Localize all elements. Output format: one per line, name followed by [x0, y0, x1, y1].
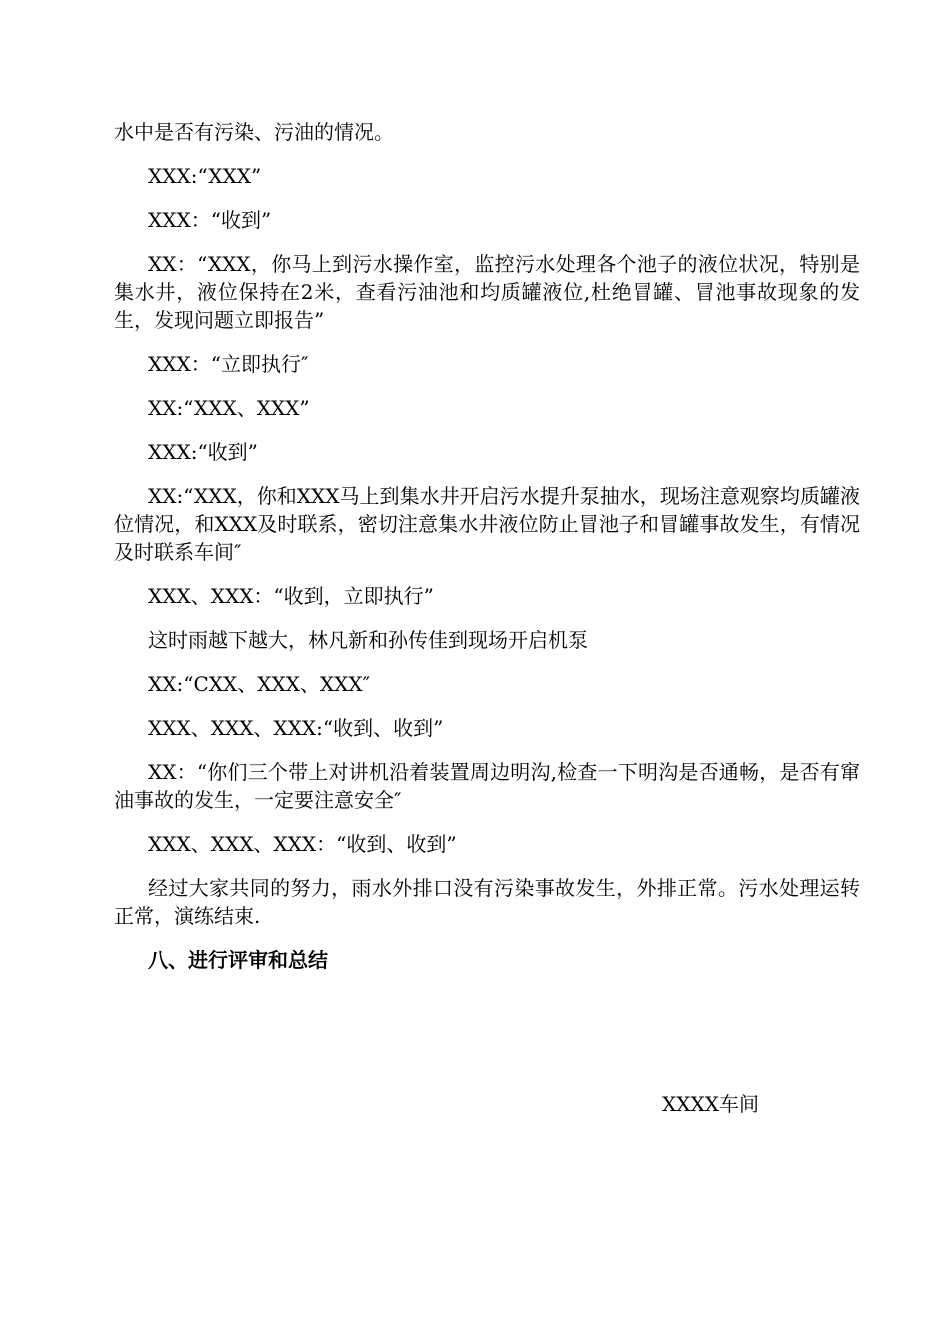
paragraph-6: XX:“XXX、XXX” [148, 396, 310, 420]
paragraph-4: XX：“XXX，你马上到污水操作室，监控污水处理各个池子的液位状况，特别是集水井，液位保持在2米，查看污油池和均质罐液位,杜绝冒罐、冒池事故现象的发生，发现问题立即报告” [114, 252, 860, 332]
paragraph-8: XX:“XXX，你和XXX马上到集水井开启污水提升泵抽水，现场注意观察均质罐液位情况，和XXX及时联系，密切注意集水井液位防止冒池子和冒罐事故发生，有情况及时联系车间″ [114, 484, 860, 564]
paragraph-5: XXX：“立即执行″ [148, 352, 309, 376]
paragraph-14: XXX、XXX、XXX：“收到、收到” [148, 832, 457, 856]
paragraph-13: XX：“你们三个带上对讲机沿着装置周边明沟,检查一下明沟是否通畅，是否有窜油事故的发生，一定要注意安全″ [114, 760, 860, 812]
signature: XXXX车间 [662, 1092, 759, 1116]
paragraph-12: XXX、XXX、XXX:“收到、收到” [148, 716, 444, 740]
paragraph-11: XX:“CXX、XXX、XXX″ [148, 672, 371, 696]
paragraph-9: XXX、XXX：“收到，立即执行” [148, 584, 434, 608]
section-heading: 八、进行评审和总结 [148, 948, 328, 972]
paragraph-10: 这时雨越下越大，林凡新和孙传佳到现场开启机泵 [148, 628, 588, 652]
document-body [114, 118, 860, 974]
paragraph-7: XXX:“收到” [148, 440, 258, 464]
paragraph-15: 经过大家共同的努力，雨水外排口没有污染事故发生，外排正常。污水处理运转正常，演练结束. [114, 876, 860, 928]
paragraph-2: XXX:“XXX” [148, 164, 262, 188]
paragraph-3: XXX：“收到” [148, 208, 272, 232]
paragraph-1: 水中是否有污染、污油的情况。 [114, 120, 394, 144]
